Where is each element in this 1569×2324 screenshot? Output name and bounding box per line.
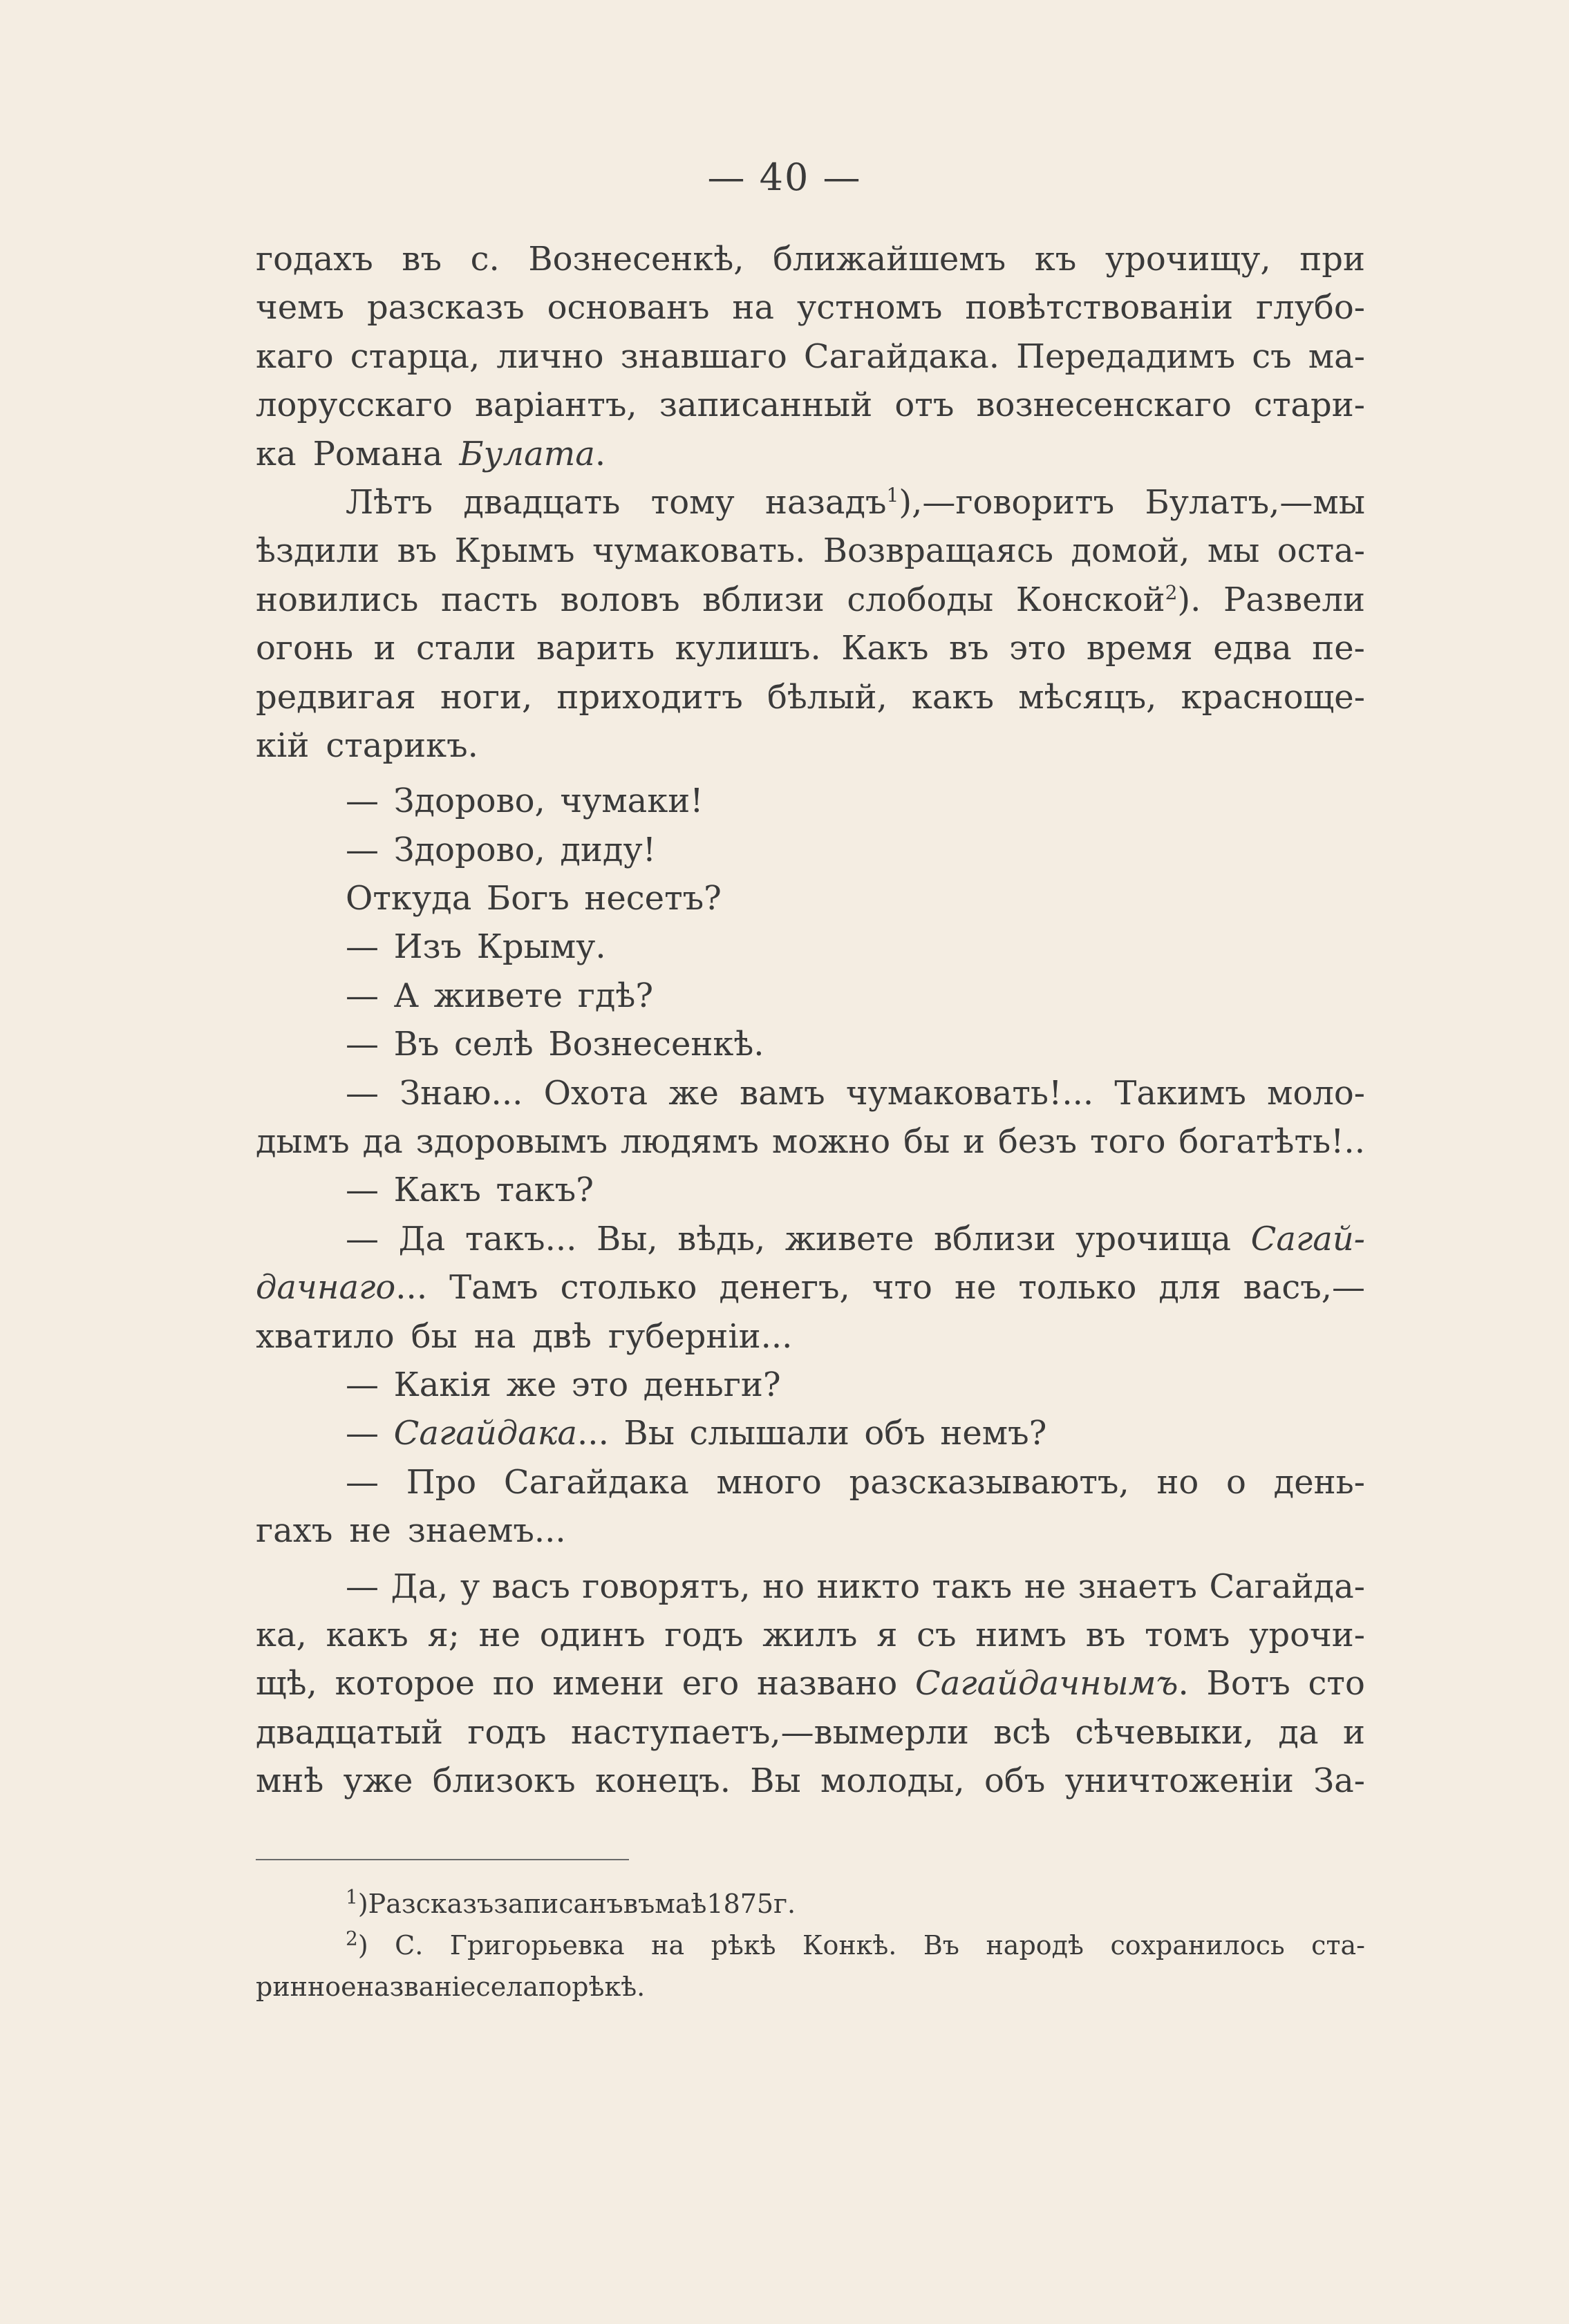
text-line (256, 1117, 1365, 1166)
word: съ (1252, 337, 1292, 376)
text-line (256, 1312, 1365, 1361)
word: отъ (894, 386, 955, 425)
word: безъ (998, 1122, 1078, 1162)
word: Сагай- (1250, 1219, 1365, 1258)
footnotes (256, 1883, 1365, 2007)
word: Развели (1223, 580, 1365, 619)
word: вамъ (740, 1073, 825, 1113)
word: вблизи (933, 1219, 1056, 1258)
word: пе- (1312, 629, 1365, 668)
word: едва (1213, 629, 1292, 668)
word: имени (552, 1664, 665, 1703)
text-line (256, 235, 1365, 283)
word: которое (335, 1664, 475, 1703)
text-line (256, 673, 1365, 721)
word: да (362, 1122, 403, 1162)
word: въ (949, 629, 989, 668)
word: не (1024, 1567, 1067, 1606)
word: мнѣ (256, 1761, 324, 1801)
word: урочищу, (1105, 240, 1271, 278)
word: по (492, 1664, 535, 1703)
word: для (1158, 1268, 1221, 1307)
word: дымъ (256, 1122, 350, 1162)
word: народѣ (986, 1930, 1084, 1961)
paragraph-gap (256, 1556, 1365, 1562)
word: сто (1308, 1664, 1365, 1703)
text-line (256, 1215, 1365, 1263)
paragraph-gap (256, 770, 1365, 777)
word: села (476, 1972, 538, 2002)
word: ближайшемъ (773, 240, 1006, 278)
text-line (256, 1020, 1365, 1068)
word: слободы (847, 580, 994, 619)
word: слышали (689, 1414, 849, 1453)
word: — (346, 1462, 379, 1502)
word: несетъ? (584, 879, 722, 918)
word: ка (256, 434, 297, 473)
word: томъ (1145, 1615, 1230, 1654)
word: бѣлый, (767, 677, 887, 717)
word: устномъ (796, 288, 943, 328)
word: знаетъ (1078, 1567, 1197, 1606)
word: назадъ$^1$),—говоритъ (765, 482, 1115, 522)
text-line (256, 1757, 1365, 1805)
word: такъ (932, 1567, 1013, 1606)
word: Конской$^2$). (1015, 580, 1201, 619)
word: дачнаго... (256, 1268, 428, 1307)
word: новились (256, 580, 419, 619)
word: тому (650, 482, 735, 522)
word: 1875 (706, 1889, 774, 1919)
word: мы (1207, 531, 1260, 571)
text-line (256, 527, 1365, 575)
word: стари- (1253, 386, 1365, 425)
word: ма- (1308, 337, 1365, 376)
word: знавшаго (620, 337, 787, 376)
word: я (876, 1615, 898, 1654)
word: молоды, (820, 1761, 965, 1801)
word: домой, (1071, 531, 1190, 571)
word: въ (1085, 1615, 1126, 1654)
word: это (1009, 629, 1067, 668)
body-text (256, 235, 1365, 1806)
word: немъ? (940, 1414, 1047, 1453)
word: что (872, 1268, 932, 1307)
word: — (346, 1365, 379, 1404)
word: Романа (312, 434, 443, 473)
text-line (256, 430, 1365, 478)
word: живете (433, 976, 563, 1015)
word: но (762, 1567, 805, 1606)
word: живете (784, 1219, 914, 1258)
word: варить (536, 629, 655, 668)
footnote-line (256, 1966, 1365, 2007)
text-line (256, 874, 1365, 923)
word: къ (1034, 240, 1077, 278)
word: — (346, 1567, 379, 1606)
word: Сагайдака... (393, 1414, 609, 1453)
word: повѣтствованіи (965, 288, 1234, 328)
word: кулишъ. (675, 629, 821, 668)
word: уничтоженіи (1064, 1761, 1294, 1801)
word: объ (864, 1414, 926, 1453)
text-line (256, 1069, 1365, 1117)
word: каго (256, 337, 334, 376)
footnote-line (256, 1925, 1365, 1966)
word: же (506, 1365, 557, 1404)
word: Вы (750, 1761, 801, 1801)
word: Булатъ,—мы (1145, 482, 1365, 522)
word: чумаковать. (592, 531, 806, 571)
word: Булата. (459, 434, 606, 473)
word: $^1$) (346, 1885, 368, 1919)
text-line (256, 1506, 1365, 1555)
word: какъ (911, 677, 995, 717)
word: людямъ (620, 1122, 759, 1162)
word: годахъ (256, 240, 373, 278)
word: Сагайдака (503, 1462, 689, 1502)
word: да (1278, 1712, 1319, 1752)
word: старикъ. (326, 726, 478, 765)
word: никто (816, 1567, 920, 1606)
word: лорусскаго (256, 386, 453, 425)
word: — (346, 782, 379, 821)
word: Сагайдака. (803, 337, 1000, 376)
word: ка, (256, 1615, 307, 1654)
word: Вы, (596, 1219, 658, 1258)
word: мѣсяцъ, (1018, 677, 1157, 717)
word: огонь (256, 629, 354, 668)
word: названіе (356, 1972, 476, 2002)
word: объ (984, 1761, 1046, 1801)
word: деньги? (643, 1365, 781, 1404)
word: я; (427, 1615, 460, 1654)
word: всѣ (993, 1712, 1051, 1752)
word: Вотъ (1206, 1664, 1290, 1703)
text-line (256, 1708, 1365, 1757)
word: сохранилось (1110, 1930, 1285, 1961)
word: какъ (326, 1615, 408, 1654)
word: о (1226, 1462, 1246, 1502)
word: сѣчевыки, (1075, 1712, 1254, 1752)
word: — (346, 1073, 379, 1113)
word: жилъ (762, 1615, 858, 1654)
word: — (346, 1414, 379, 1453)
word: бы (411, 1316, 458, 1356)
text-line (256, 1409, 1365, 1457)
word: чемъ (256, 288, 345, 328)
footnote-divider (256, 1859, 629, 1860)
word: рѣкѣ. (572, 1972, 646, 2002)
word: — (346, 927, 379, 967)
word: разсказъ (366, 288, 525, 328)
word: близокъ (432, 1761, 576, 1801)
word: рѣкѣ (711, 1930, 776, 1961)
word: и (963, 1122, 986, 1162)
word: такъ? (496, 1171, 594, 1210)
word: одинъ (539, 1615, 646, 1654)
word: на (473, 1316, 516, 1356)
word: въ (402, 240, 442, 278)
word: того (1089, 1122, 1166, 1162)
word: Такимъ (1114, 1073, 1246, 1113)
word: но (1156, 1462, 1199, 1502)
word: Тамъ (449, 1268, 538, 1307)
text-line (256, 972, 1365, 1020)
text-line (256, 1611, 1365, 1659)
word: — (346, 1025, 379, 1064)
word: нимъ (975, 1615, 1067, 1654)
word: моло- (1267, 1073, 1365, 1113)
word: говорятъ, (582, 1567, 751, 1606)
word: разсказываютъ, (849, 1462, 1129, 1502)
word: конецъ. (594, 1761, 731, 1801)
word: диду! (560, 830, 656, 869)
word: гдѣ? (577, 976, 654, 1015)
word: двадцатый (256, 1712, 443, 1752)
text-line (256, 478, 1365, 527)
word: ринное (256, 1972, 357, 2002)
page-number: — 40 — (707, 155, 862, 199)
word: с. (470, 240, 500, 278)
text-line (256, 624, 1365, 672)
word: Здорово, (393, 830, 545, 869)
word: — (346, 976, 379, 1015)
word: старца, (350, 337, 480, 376)
text-line (256, 1562, 1365, 1611)
text-line (256, 381, 1365, 429)
word: Григорьевка (449, 1930, 625, 1961)
word: лично (496, 337, 604, 376)
word: Вознесенкѣ, (528, 240, 744, 278)
word: $^2$) (346, 1927, 368, 1961)
word: Про (406, 1462, 477, 1502)
word: хватило (256, 1316, 395, 1356)
word: Охота (543, 1073, 648, 1113)
word: краснощe- (1181, 677, 1365, 717)
word: оста- (1277, 531, 1365, 571)
word: много (716, 1462, 822, 1502)
word: маѣ (655, 1889, 707, 1919)
word: чумаковать!... (845, 1073, 1094, 1113)
word: Конкѣ. (802, 1930, 897, 1961)
text-line (256, 1458, 1365, 1506)
word: С. (395, 1930, 424, 1961)
word: воловъ (560, 580, 680, 619)
text-line (256, 576, 1365, 624)
word: Сагайда- (1209, 1567, 1365, 1606)
word: За- (1313, 1761, 1365, 1801)
word: Крыму. (476, 927, 606, 967)
word: Знаю... (400, 1073, 523, 1113)
word: двѣ (532, 1316, 592, 1356)
word: губерніи... (608, 1316, 793, 1356)
word: глубо- (1256, 288, 1365, 328)
word: — (346, 830, 379, 869)
text-line (256, 826, 1365, 874)
word: чумаки! (560, 782, 704, 821)
word: гахъ (256, 1511, 333, 1551)
word: Здорово, (393, 782, 545, 821)
word: не (478, 1615, 520, 1654)
word: варіантъ, (474, 386, 637, 425)
word: Да (398, 1219, 446, 1258)
word: вблизи (702, 580, 825, 619)
text-line (256, 777, 1365, 825)
word: время (1086, 629, 1193, 668)
word: по (538, 1972, 572, 2002)
word: ѣздили (256, 531, 380, 571)
word: въ (623, 1889, 655, 1919)
text-line (256, 721, 1365, 770)
word: это (571, 1365, 629, 1404)
text-line (256, 923, 1365, 971)
word: годъ (664, 1615, 744, 1654)
word: богатѣть!.. (1178, 1122, 1365, 1162)
word: Да, (391, 1567, 449, 1606)
word: Богъ (486, 879, 570, 918)
word: Откуда (346, 879, 472, 918)
word: и (373, 629, 396, 668)
word: съ (917, 1615, 957, 1654)
word: его (682, 1664, 740, 1703)
word: здоровымъ (415, 1122, 608, 1162)
word: такъ... (464, 1219, 577, 1258)
word: не (954, 1268, 997, 1307)
word: урочи- (1249, 1615, 1365, 1654)
word: пасть (440, 580, 538, 619)
word: селѣ (454, 1025, 534, 1064)
word: редвигая (256, 677, 416, 717)
word: названо (756, 1664, 898, 1703)
word: — (346, 1171, 379, 1210)
word: урочища (1075, 1219, 1232, 1258)
word: васъ,— (1243, 1268, 1365, 1307)
word: кій (256, 726, 310, 765)
word: А (393, 976, 419, 1015)
word: вѣдь, (677, 1219, 766, 1258)
word: записанъ (494, 1889, 623, 1919)
word: день- (1273, 1462, 1365, 1502)
word: Изъ (393, 927, 462, 967)
word: наступаетъ,—вымерли (570, 1712, 969, 1752)
footnote-line (256, 1883, 1365, 1925)
word: только (1018, 1268, 1137, 1307)
word: Сагайдачнымъ. (915, 1664, 1189, 1703)
word: при (1299, 240, 1365, 278)
word: на (732, 288, 775, 328)
word: на (651, 1930, 685, 1961)
text-line (256, 1659, 1365, 1708)
word: Какъ (393, 1171, 481, 1210)
word: можно (771, 1122, 891, 1162)
word: Лѣтъ (346, 482, 433, 522)
word: бы (903, 1122, 950, 1162)
word: щѣ, (256, 1664, 317, 1703)
word: двадцать (463, 482, 621, 522)
word: годъ (467, 1712, 547, 1752)
text-line (256, 1166, 1365, 1214)
word: Возвращаясь (823, 531, 1054, 571)
word: Передадимъ (1016, 337, 1236, 376)
word: въ (397, 531, 438, 571)
word: не (349, 1511, 391, 1551)
word: же (668, 1073, 719, 1113)
word: васъ (491, 1567, 570, 1606)
word: ноги, (440, 677, 533, 717)
word: стали (416, 629, 516, 668)
word: Какъ (841, 629, 929, 668)
word: г. (773, 1889, 796, 1919)
word: денегъ, (719, 1268, 850, 1307)
word: записанный (659, 386, 873, 425)
word: столько (560, 1268, 697, 1307)
word: приходитъ (556, 677, 743, 717)
word: Въ (393, 1025, 440, 1064)
word: Разсказъ (368, 1889, 494, 1919)
word: знаемъ... (407, 1511, 566, 1551)
text-line (256, 283, 1365, 332)
word: Въ (923, 1930, 959, 1961)
word: вознесенскаго (976, 386, 1232, 425)
word: Крымъ (454, 531, 575, 571)
word: основанъ (547, 288, 710, 328)
word: уже (343, 1761, 413, 1801)
word: Какія (393, 1365, 491, 1404)
word: ста- (1311, 1930, 1365, 1961)
text-line (256, 332, 1365, 381)
word: Вознесенкѣ. (548, 1025, 764, 1064)
text-line (256, 1263, 1365, 1312)
word: у (460, 1567, 480, 1606)
word: и (1342, 1712, 1365, 1752)
word: — (346, 1219, 379, 1258)
text-line (256, 1361, 1365, 1409)
word: Вы (623, 1414, 675, 1453)
